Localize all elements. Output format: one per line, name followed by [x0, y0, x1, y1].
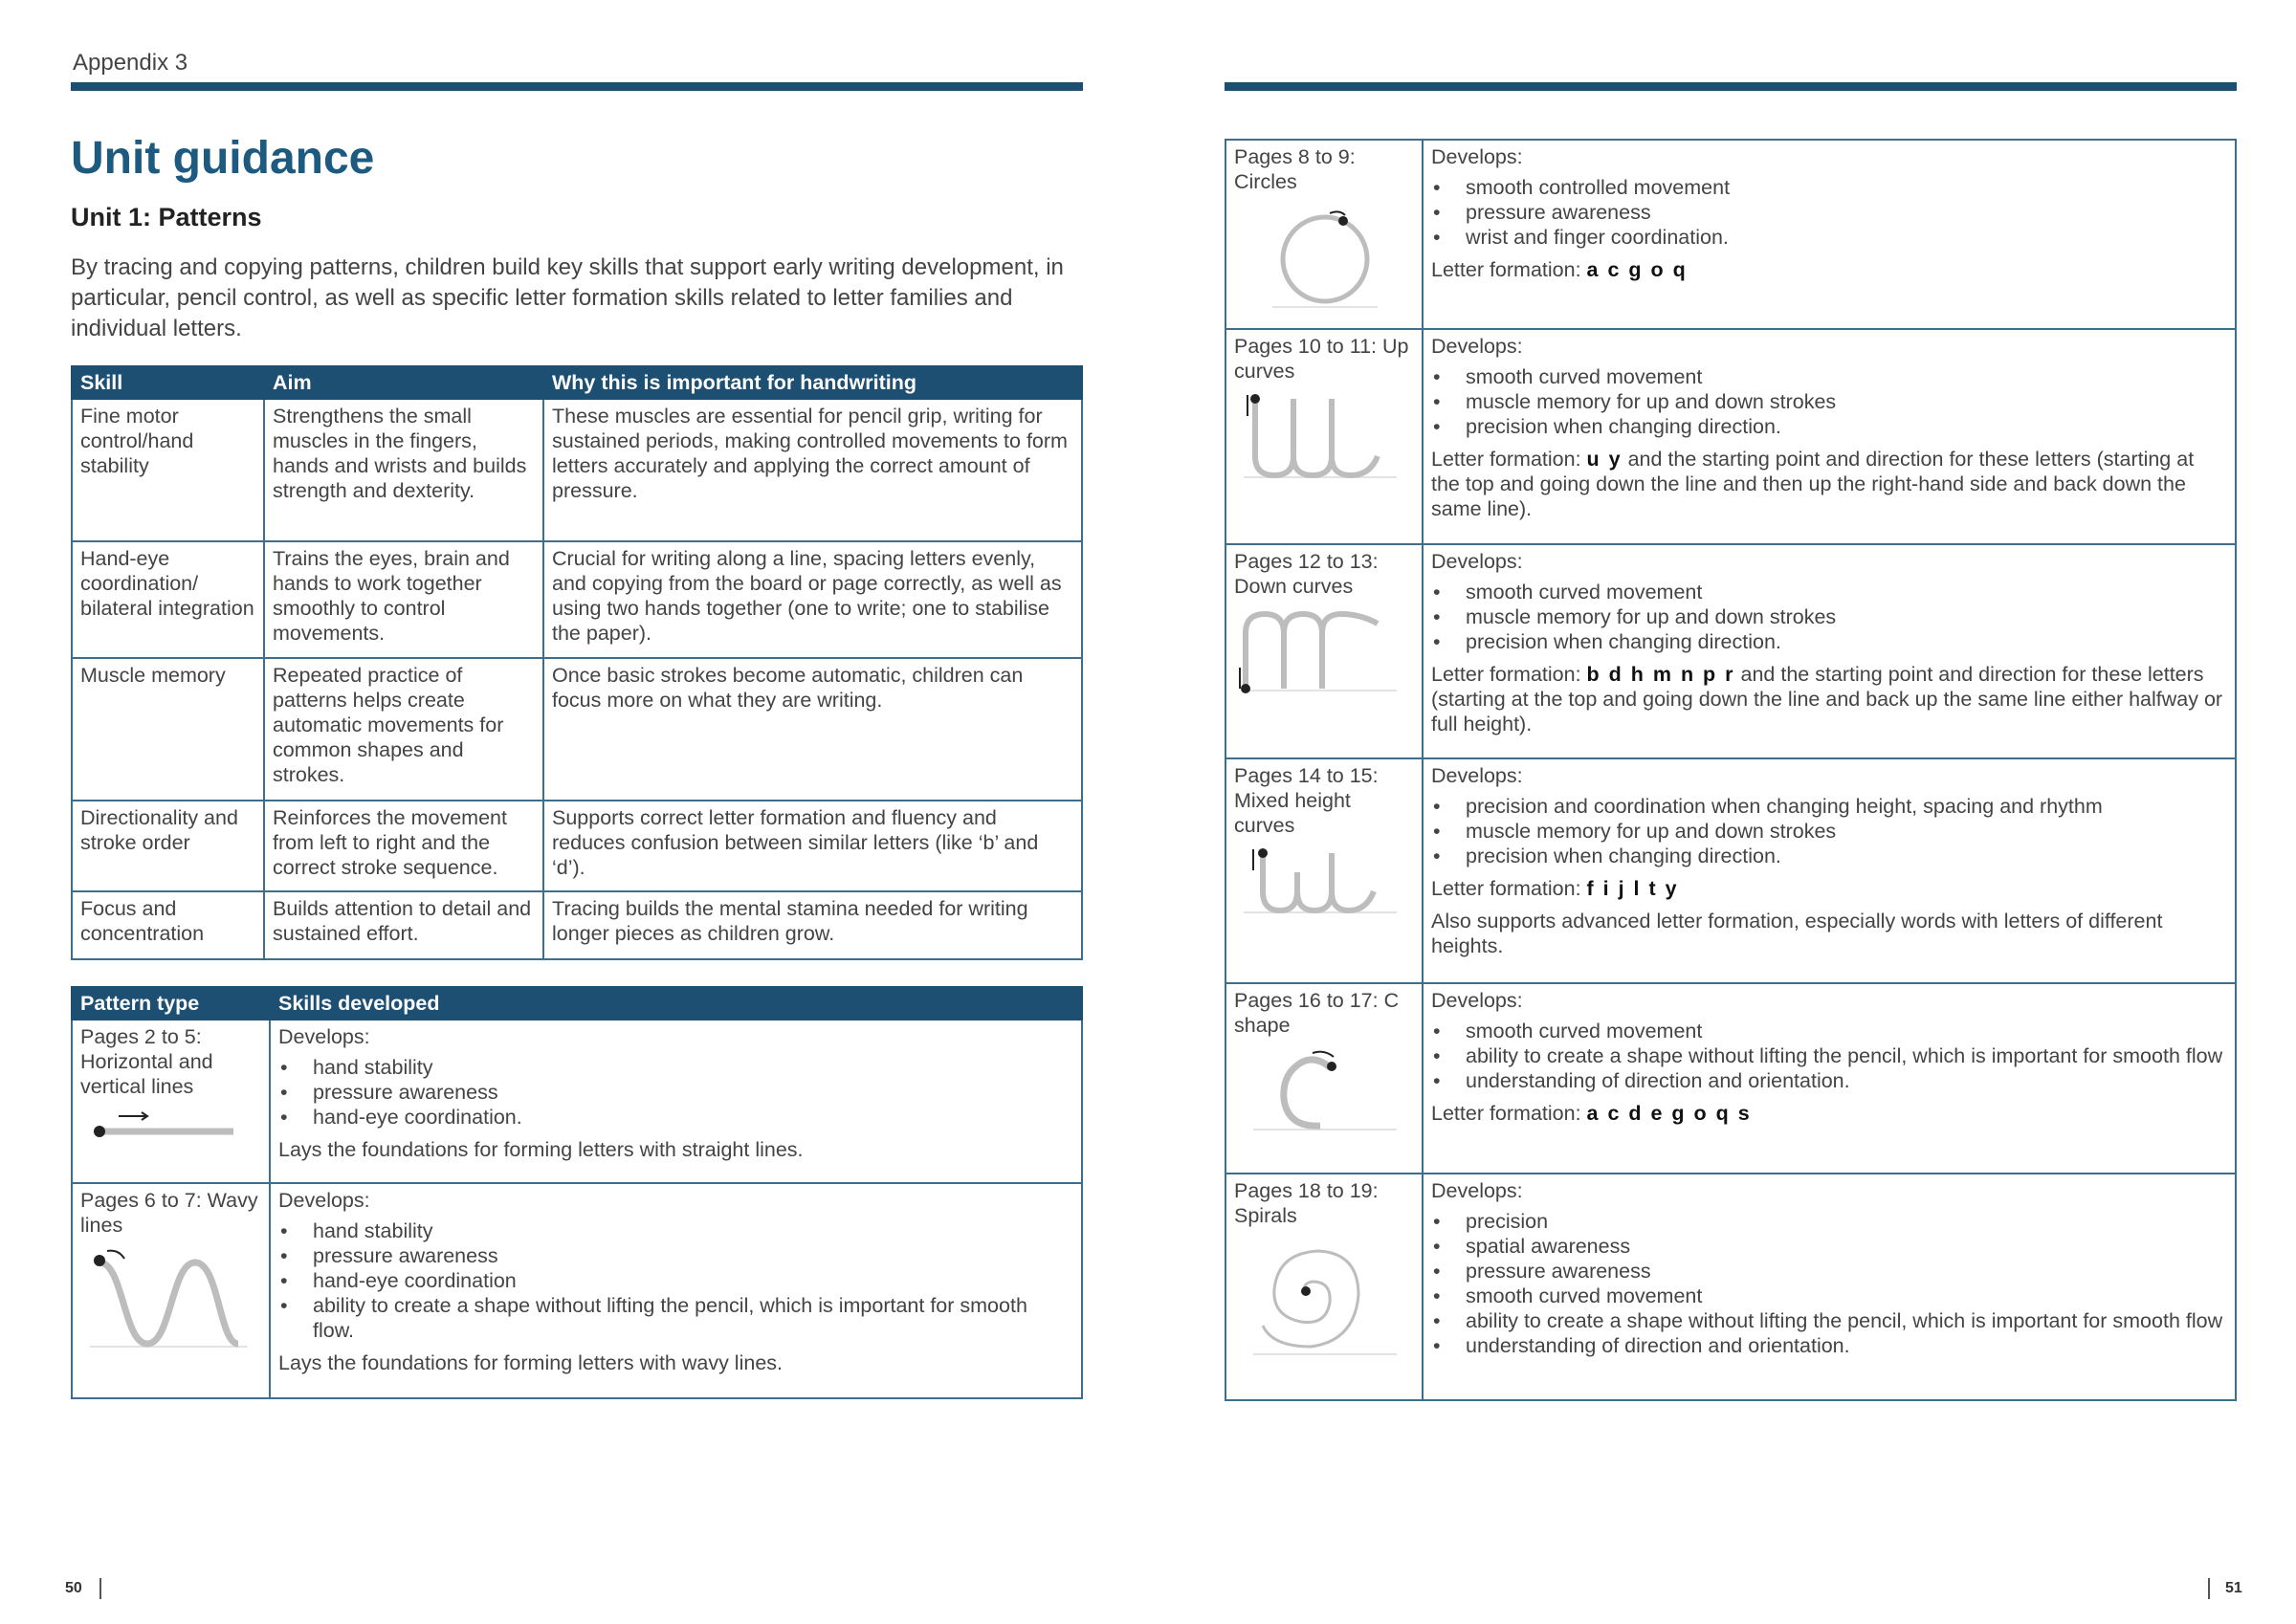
letter-formation-letters: f i j l t y [1586, 877, 1679, 900]
table-row [72, 399, 1082, 541]
skills-list [278, 1055, 1073, 1130]
list-item: • muscle memory for up and down strokes [1431, 819, 2227, 844]
pattern-label: Pages 2 to 5: Horizontal and vertical lines [80, 1025, 213, 1098]
table-header-row [72, 987, 1082, 1020]
letter-formation-letters: a c d e g o q s [1586, 1102, 1752, 1125]
table-row [1225, 140, 2236, 329]
list-item: • understanding of direction and orientation. [1431, 1068, 2227, 1093]
skill-cell: Fine motor control/hand stability [72, 399, 264, 541]
why-cell: Tracing builds the mental stamina needed for writing longer pieces as children grow. [543, 891, 1082, 959]
letter-formation-label: Letter formation: [1431, 258, 1587, 281]
skill-cell: Focus and concentration [72, 891, 264, 959]
pattern-label: Pages 16 to 17: C shape [1234, 989, 1400, 1037]
aim-cell: Reinforces the movement from left to right and the correct stroke sequence. [264, 801, 543, 891]
header-skill: Skill [72, 366, 264, 399]
letter-formation-letters: b d h m n p r [1586, 663, 1735, 686]
table-header-row [72, 366, 1082, 399]
skills-list [278, 1218, 1073, 1343]
pattern-cell [1225, 544, 1423, 758]
note-text: Lays the foundations for forming letters with straight lines. [278, 1138, 804, 1161]
unit-heading: Unit 1: Patterns [71, 203, 262, 231]
skills-cell [270, 1183, 1082, 1398]
list-item: • hand stability [278, 1218, 1073, 1243]
develops-label: Develops: [278, 1025, 370, 1048]
pattern-label: Pages 8 to 9: Circles [1234, 145, 1356, 193]
list-item: • ability to create a shape without lifting the pencil, which is important for smooth flow [1431, 1043, 2227, 1068]
header-aim: Aim [264, 366, 543, 399]
why-cell: Supports correct letter formation and fluency and reduces confusion between similar letters (like ‘b’ and ‘d’). [543, 801, 1082, 891]
letter-formation-note [1431, 257, 2227, 282]
why-cell: Crucial for writing along a line, spacing letters evenly, and copying from the board or page correctly, as well as using two hands together (one to write; one to stabilise the paper). [543, 541, 1082, 658]
note [278, 1350, 1073, 1375]
list-item: • spatial awareness [1431, 1234, 2227, 1259]
letter-formation-label: Letter formation: [1431, 877, 1587, 900]
list-item: • ability to create a shape without lifting the pencil, which is important for smooth flow [1431, 1308, 2227, 1333]
pattern-cell [1225, 758, 1423, 983]
letter-formation-letters: a c g o q [1586, 258, 1688, 281]
table-row [72, 1020, 1082, 1183]
up-curves-icon [1234, 389, 1414, 485]
list-item: • precision when changing direction. [1431, 414, 2227, 439]
pattern-cell [72, 1020, 270, 1183]
letter-formation-note [1431, 876, 2227, 901]
letter-formation-label: Letter formation: [1431, 448, 1587, 471]
letter-formation-label: Letter formation: [1431, 1102, 1587, 1125]
wavy-line-icon [80, 1243, 261, 1358]
list-item: • hand-eye coordination [278, 1268, 1073, 1293]
note-text: and the starting point and direction for these letters (starting at the top and going down the line and back up the same line either halfway or full height). [1431, 663, 2223, 735]
develops-label: Develops: [1431, 335, 1523, 358]
list-item: • precision when changing direction. [1431, 629, 2227, 654]
page-number-divider [99, 1578, 101, 1599]
skill-cell: Muscle memory [72, 658, 264, 801]
table-row [1225, 544, 2236, 758]
list-item: • wrist and finger coordination. [1431, 225, 2227, 250]
pattern-cell [1225, 329, 1423, 544]
pattern-label: Pages 12 to 13: Down curves [1234, 550, 1379, 598]
note-text: Also supports advanced letter formation, especially words with letters of different heights. [1431, 910, 2163, 957]
skills-list [1431, 175, 2227, 250]
page-number-right: 51 [2225, 1580, 2242, 1596]
list-item: • smooth curved movement [1431, 364, 2227, 389]
appendix-label: Appendix 3 [73, 50, 188, 76]
note-text: Lays the foundations for forming letters with wavy lines. [278, 1351, 784, 1374]
letter-formation-letters: u y [1586, 448, 1623, 471]
letter-formation-label: Letter formation: [1431, 663, 1587, 686]
develops-label: Develops: [1431, 989, 1523, 1012]
mixed-curves-icon [1234, 844, 1414, 920]
skills-table [71, 365, 1083, 960]
skills-cell [270, 1020, 1082, 1183]
pattern-cell [1225, 983, 1423, 1174]
aim-cell: Repeated practice of patterns helps create automatic movements for common shapes and strokes. [264, 658, 543, 801]
aim-cell: Strengthens the small muscles in the fingers, hands and wrists and builds strength and dexterity. [264, 399, 543, 541]
list-item: • pressure awareness [1431, 200, 2227, 225]
skill-cell: Hand-eye coordination/ bilateral integration [72, 541, 264, 658]
table-row [1225, 983, 2236, 1174]
list-item: • hand stability [278, 1055, 1073, 1080]
letter-formation-note [1431, 662, 2227, 736]
list-item: • hand-eye coordination. [278, 1105, 1073, 1130]
pattern-cell [1225, 140, 1423, 329]
table-row [72, 658, 1082, 801]
note-text: and the starting point and direction for these letters (starting at the top and going down the line and then up the right-hand side and back down the same line). [1431, 448, 2195, 520]
note [278, 1137, 1073, 1162]
table-row [1225, 329, 2236, 544]
table-row [1225, 758, 2236, 983]
table-row [1225, 1174, 2236, 1400]
table-row [72, 801, 1082, 891]
develops-label: Develops: [1431, 145, 1523, 168]
list-item: • smooth curved movement [1431, 1019, 2227, 1043]
skill-cell: Directionality and stroke order [72, 801, 264, 891]
spiral-icon [1234, 1234, 1414, 1358]
list-item: • muscle memory for up and down strokes [1431, 604, 2227, 629]
develops-label: Develops: [278, 1189, 370, 1212]
list-item: • precision when changing direction. [1431, 844, 2227, 868]
skills-cell [1423, 544, 2236, 758]
down-curves-icon [1234, 604, 1414, 700]
circle-icon [1234, 200, 1414, 315]
skills-list [1431, 1019, 2227, 1093]
skills-list [1431, 364, 2227, 439]
horizontal-line-icon [80, 1105, 261, 1143]
header-skills-developed: Skills developed [270, 987, 1082, 1020]
skills-cell [1423, 1174, 2236, 1400]
page-number-divider [2208, 1578, 2210, 1599]
list-item: • muscle memory for up and down strokes [1431, 389, 2227, 414]
intro-paragraph: By tracing and copying patterns, children build key skills that support early writing development, in particular, pencil control, as well as specific letter formation skills related to letter families and individual letters. [71, 254, 1064, 341]
list-item: • precision and coordination when changing height, spacing and rhythm [1431, 794, 2227, 819]
aim-cell: Builds attention to detail and sustained effort. [264, 891, 543, 959]
why-cell: Once basic strokes become automatic, children can focus more on what they are writing. [543, 658, 1082, 801]
header-rule-left [71, 82, 1083, 91]
pattern-label: Pages 18 to 19: Spirals [1234, 1179, 1379, 1227]
pattern-label: Pages 6 to 7: Wavy lines [80, 1189, 258, 1237]
skills-list [1431, 580, 2227, 654]
list-item: • pressure awareness [278, 1243, 1073, 1268]
list-item: • ability to create a shape without lifting the pencil, which is important for smooth flow. [278, 1293, 1073, 1343]
pattern-cell [72, 1183, 270, 1398]
pattern-label: Pages 14 to 15: Mixed height curves [1234, 764, 1379, 837]
develops-label: Develops: [1431, 1179, 1523, 1202]
table-row [72, 541, 1082, 658]
list-item: • precision [1431, 1209, 2227, 1234]
aim-cell: Trains the eyes, brain and hands to work together smoothly to control movements. [264, 541, 543, 658]
skills-list [1431, 1209, 2227, 1358]
note [1431, 909, 2227, 958]
skills-list [1431, 794, 2227, 868]
page-number-left: 50 [65, 1580, 82, 1596]
list-item: • smooth controlled movement [1431, 175, 2227, 200]
pattern-table-continued [1225, 139, 2237, 1401]
list-item: • smooth curved movement [1431, 580, 2227, 604]
skills-cell [1423, 983, 2236, 1174]
skills-cell [1423, 140, 2236, 329]
why-cell: These muscles are essential for pencil grip, writing for sustained periods, making controlled movements to form letters accurately and applying the correct amount of pressure. [543, 399, 1082, 541]
letter-formation-note [1431, 1101, 2227, 1126]
skills-cell [1423, 758, 2236, 983]
develops-label: Develops: [1431, 550, 1523, 573]
table-row [72, 1183, 1082, 1398]
header-rule-right [1225, 82, 2237, 91]
list-item: • pressure awareness [1431, 1259, 2227, 1284]
pattern-table [71, 986, 1083, 1399]
develops-label: Develops: [1431, 764, 1523, 787]
c-shape-icon [1234, 1043, 1414, 1139]
header-why: Why this is important for handwriting [543, 366, 1082, 399]
pattern-cell [1225, 1174, 1423, 1400]
letter-formation-note [1431, 447, 2227, 521]
header-pattern-type: Pattern type [72, 987, 270, 1020]
list-item: • smooth curved movement [1431, 1284, 2227, 1308]
list-item: • understanding of direction and orientation. [1431, 1333, 2227, 1358]
pattern-label: Pages 10 to 11: Up curves [1234, 335, 1409, 383]
skills-cell [1423, 329, 2236, 544]
list-item: • pressure awareness [278, 1080, 1073, 1105]
table-row [72, 891, 1082, 959]
page-title: Unit guidance [71, 133, 375, 184]
